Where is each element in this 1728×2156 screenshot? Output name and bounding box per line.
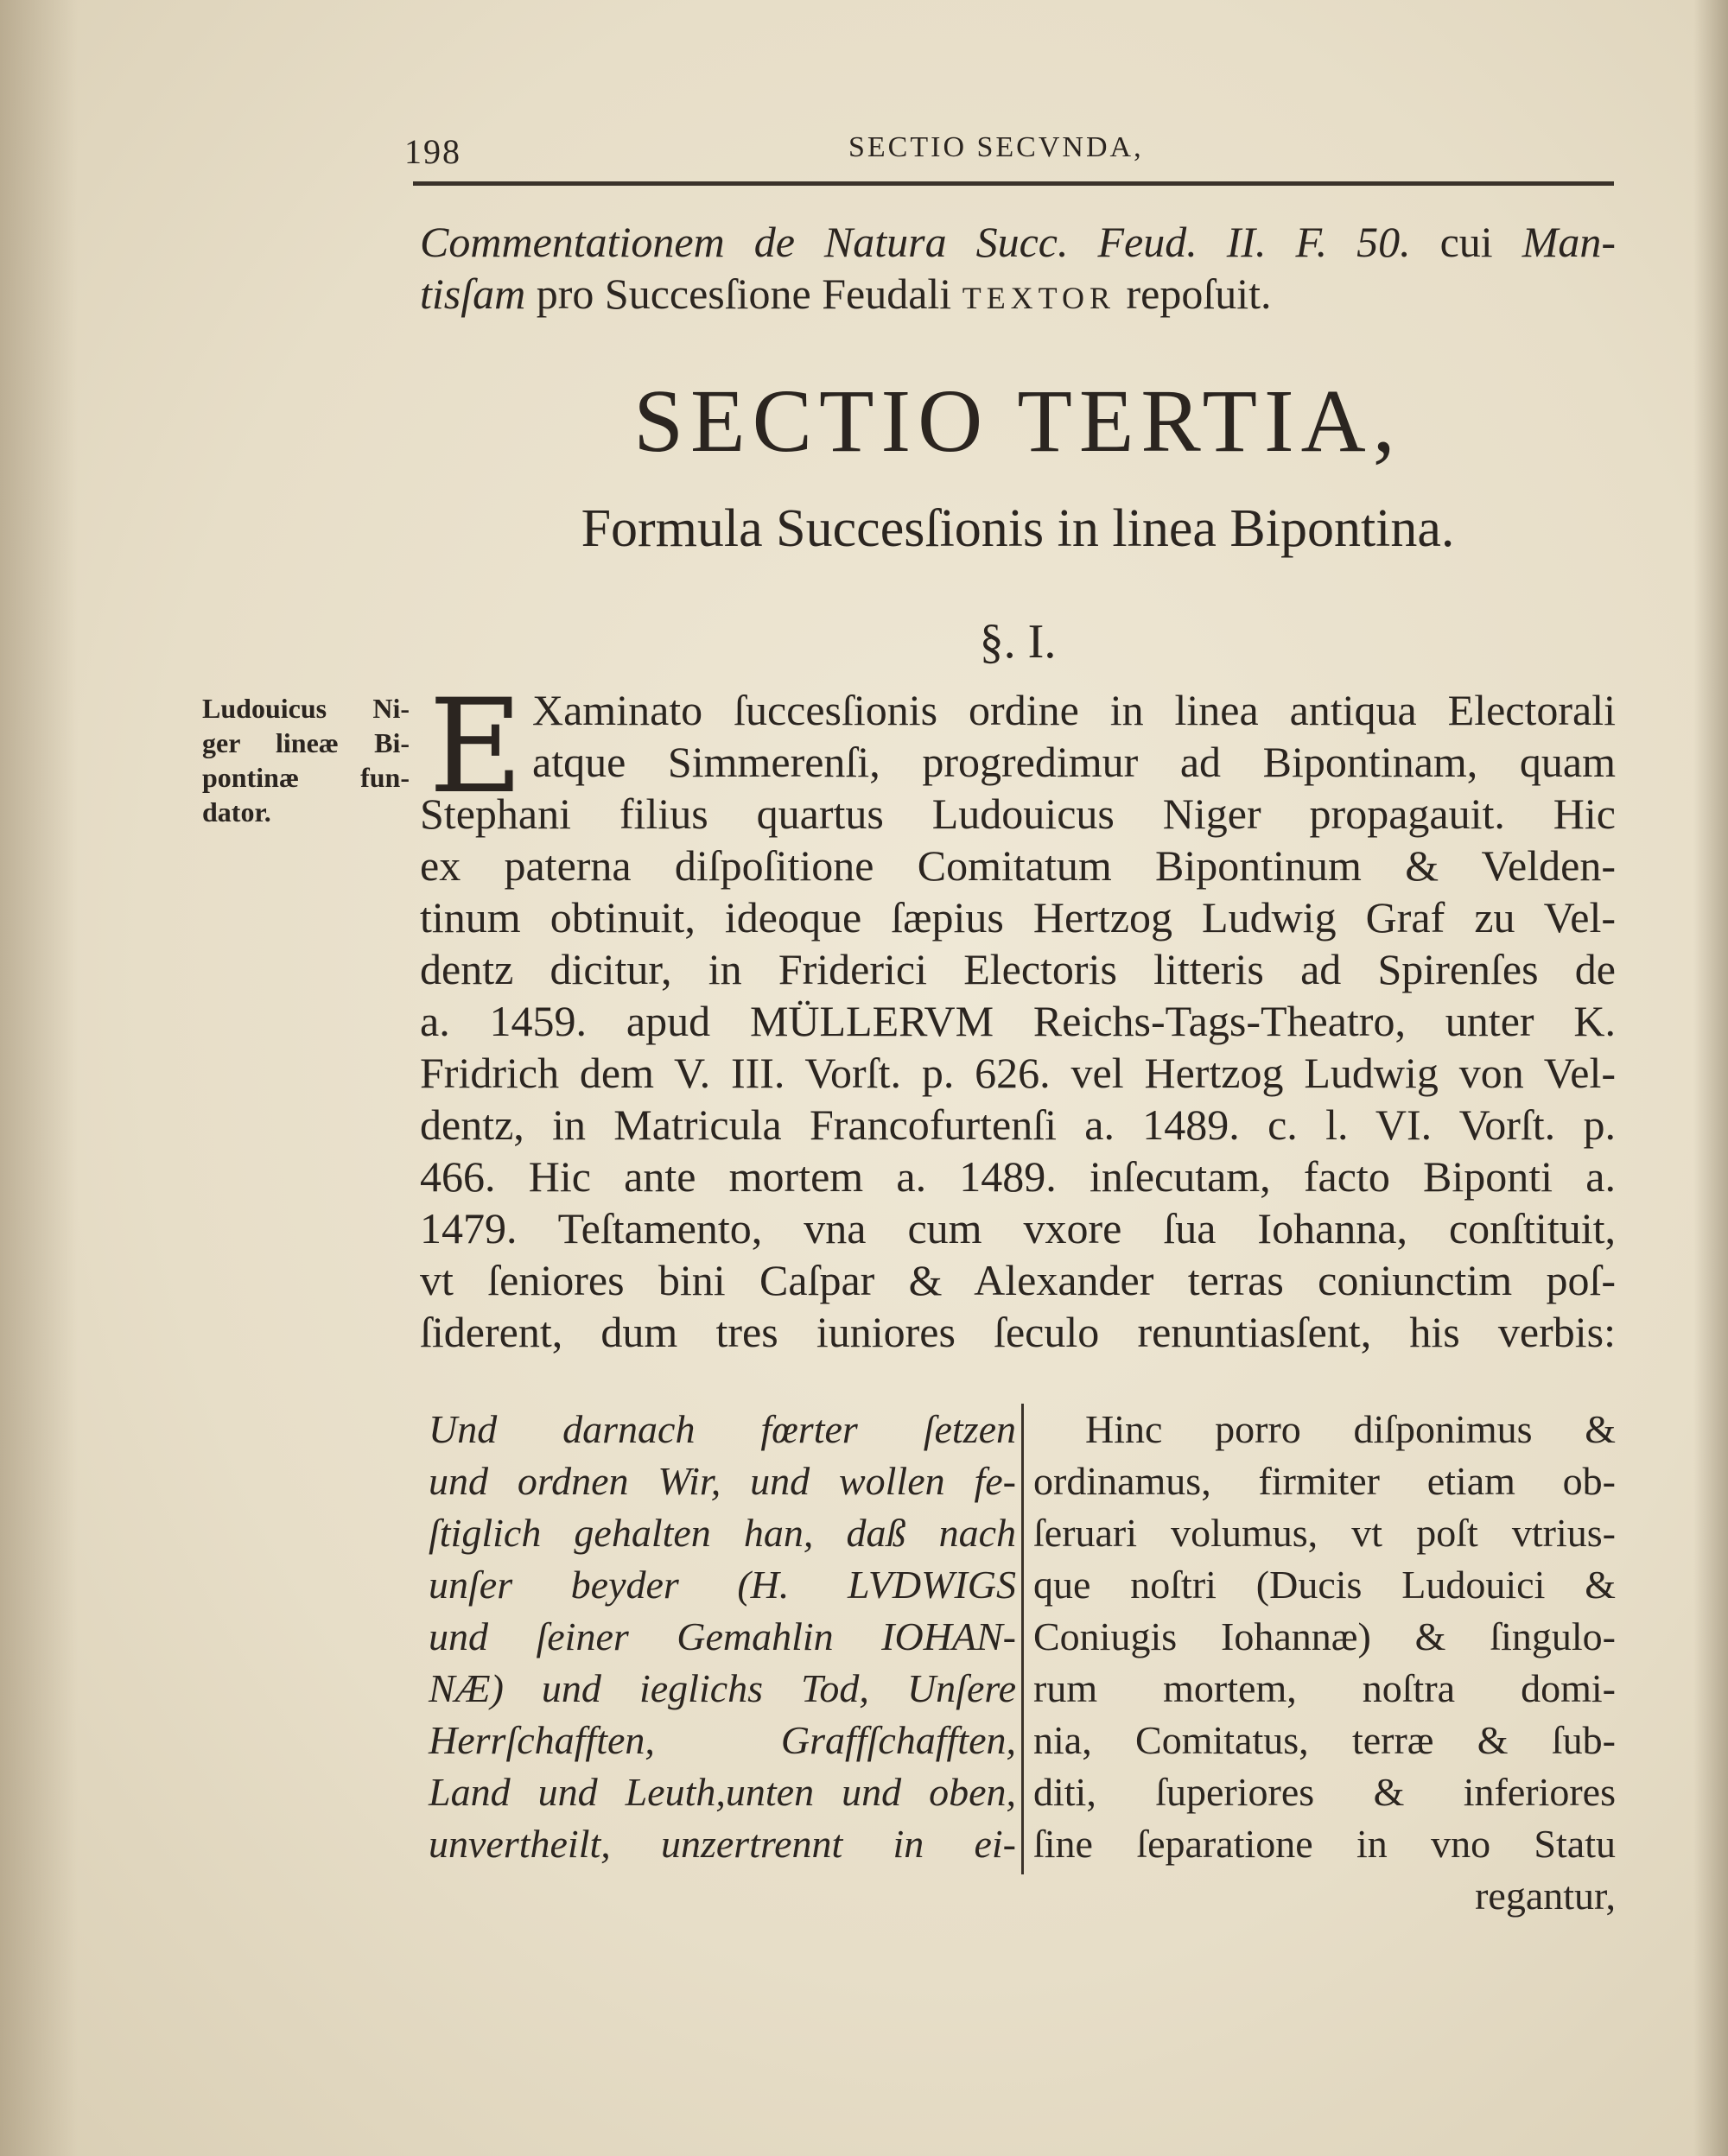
margin-note	[202, 691, 410, 829]
latin-line: regantur,	[1475, 1874, 1616, 1918]
german-line: und ſeiner Gemahlin IOHAN-	[429, 1614, 1016, 1658]
latin-line: diti, ſuperiores & inferiores	[1033, 1770, 1616, 1814]
body-line: vt ſeniores bini Caſpar & Alexander terras coniunctim poſ-	[420, 1256, 1616, 1304]
text-run: cui	[1410, 218, 1522, 266]
continuation-line-1	[420, 216, 1616, 268]
german-line: Und darnach fœrter ſetzen	[429, 1407, 1016, 1451]
margin-note-line: pontinæ fun-	[202, 762, 410, 793]
body-line: Stephani filius quartus Ludouicus Niger propagauit. Hic	[420, 789, 1616, 838]
german-column	[429, 1404, 1016, 1870]
continuation-text	[420, 216, 1616, 324]
page-number: 198	[404, 132, 461, 171]
body-line: atque Simmerenſi, progredimur ad Bipontinam, quam	[532, 738, 1616, 786]
body-line: ſiderent, dum tres iuniores ſeculo renuntiasſent, his verbis:	[420, 1308, 1616, 1356]
german-line: unſer beyder (H. LVDWIGS	[429, 1563, 1016, 1607]
margin-note-line: Ludouicus Ni-	[202, 693, 410, 724]
body-line: ex paterna diſpoſitione Comitatum Bipontinum & Velden-	[420, 841, 1616, 890]
continuation-line-2	[420, 268, 1616, 324]
gutter-shadow	[0, 0, 78, 2156]
citation-italic: tisſam	[420, 270, 526, 318]
latin-line: ſine ſeparatione in vno Statu	[1033, 1822, 1616, 1866]
latin-column	[1033, 1404, 1616, 1922]
german-line: ſtiglich gehalten han, daß nach	[429, 1511, 1016, 1555]
german-line: Herrſchafften, Graffſchafften,	[429, 1718, 1016, 1762]
latin-line: rum mortem, noſtra domi-	[1033, 1666, 1616, 1710]
author-smallcaps: TEXTOR	[962, 281, 1116, 315]
running-head	[404, 119, 1614, 171]
body-line: tinum obtinuit, ideoque ſæpius Hertzog Ludwig Graf zu Vel-	[420, 893, 1616, 942]
german-line: und ordnen Wir, und wollen fe-	[429, 1459, 1016, 1503]
text-run: pro Succesſione Feudali	[525, 270, 962, 318]
german-line: NÆ) und ieglichs Tod, Unſere	[429, 1666, 1016, 1710]
drop-cap: E	[429, 672, 524, 822]
body-line: 466. Hic ante mortem a. 1489. inſecutam, facto Biponti a.	[420, 1152, 1616, 1201]
parallel-text-columns	[420, 1404, 1616, 1939]
body-line: Xaminato ſuccesſionis ordine in linea antiqua Electorali	[532, 686, 1616, 734]
latin-line: ordinamus, firmiter etiam ob-	[1033, 1459, 1616, 1503]
body-line: 1479. Teſtamento, vna cum vxore ſua Iohanna, conſtituit,	[420, 1204, 1616, 1252]
section-subtitle: Formula Succesſionis in linea Bipontina.	[581, 499, 1455, 558]
latin-line: que noſtri (Ducis Ludouici &	[1033, 1563, 1616, 1607]
body-line: dentz dicitur, in Friderici Electoris litteris ad Spirenſes de	[420, 945, 1616, 993]
body-paragraph	[420, 672, 1616, 1358]
section-title: SECTIO TERTIA,	[633, 371, 1402, 471]
page-edge-shadow	[1693, 0, 1728, 2156]
body-line: a. 1459. apud MÜLLERVM Reichs-Tags-Theatro, unter K.	[420, 997, 1616, 1045]
latin-line: Hinc porro diſponimus &	[1085, 1407, 1616, 1451]
margin-note-line: dator.	[202, 796, 271, 828]
citation-italic: Commentationem de Natura Succ. Feud. II. F. 50.	[420, 218, 1411, 266]
german-line: Land und Leuth,unten und oben,	[429, 1770, 1016, 1814]
column-divider	[1021, 1404, 1024, 1874]
text-run: repoſuit.	[1115, 270, 1272, 318]
margin-note-line: ger lineæ Bi-	[202, 727, 410, 758]
latin-line: nia, Comitatus, terræ & ſub-	[1033, 1718, 1616, 1762]
latin-line: Coniugis Iohannæ) & ſingulo-	[1033, 1614, 1616, 1658]
german-line: unvertheilt, unzertrennt in ei-	[429, 1822, 1016, 1866]
paragraph-mark: §. I.	[979, 615, 1057, 669]
header-rule	[413, 181, 1614, 186]
citation-italic: Man-	[1522, 218, 1616, 266]
latin-line: ſeruari volumus, vt poſt vtrius-	[1033, 1511, 1616, 1555]
body-line: dentz, in Matricula Francofurtenſi a. 1489. c. l. VI. Vorſt. p.	[420, 1100, 1616, 1149]
running-head-title: SECTIO SECVNDA,	[848, 131, 1144, 163]
body-line: Fridrich dem V. III. Vorſt. p. 626. vel Hertzog Ludwig von Vel-	[420, 1049, 1616, 1097]
